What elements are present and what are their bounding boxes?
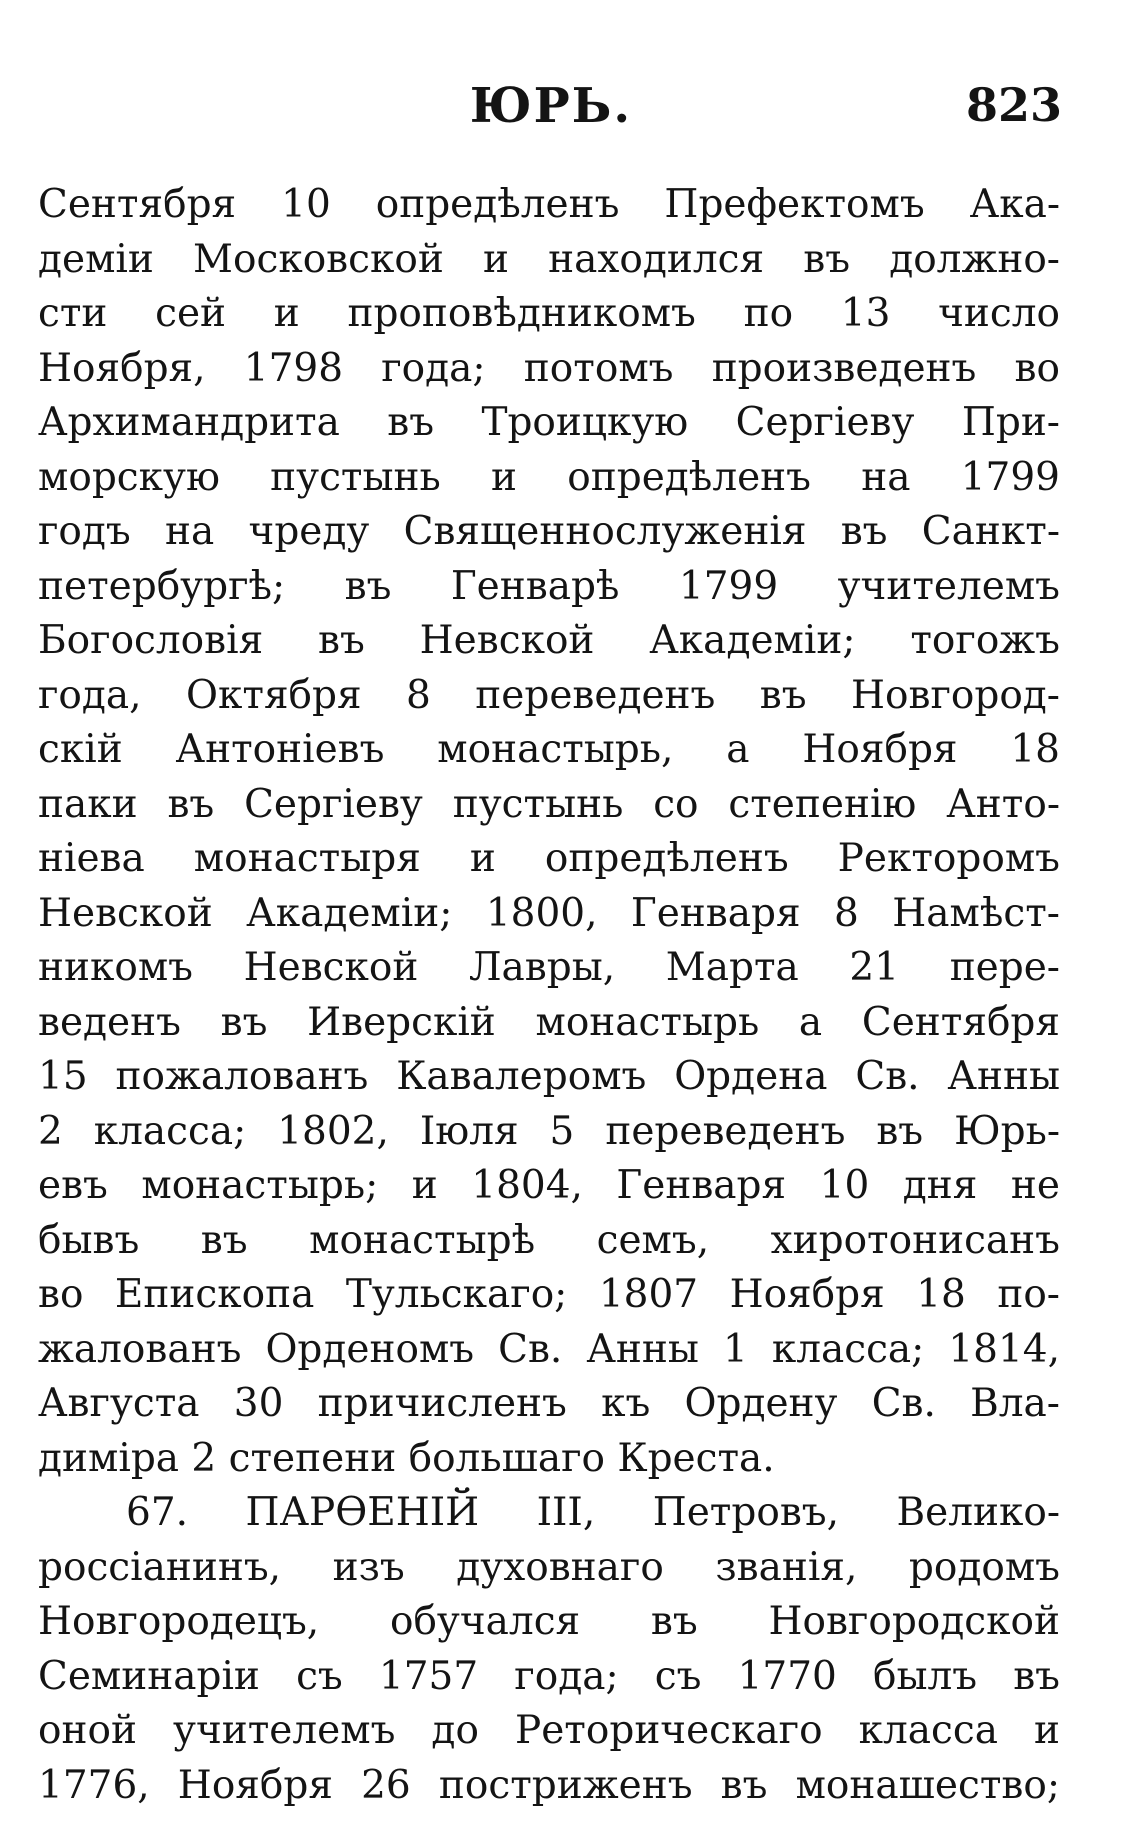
text-line: Архимандрита въ Троицкую Сергіеву При- [38, 400, 1060, 445]
text-line: ніева монастыря и опредѣленъ Ректоромъ [38, 836, 1060, 881]
text-line: Невской Академіи; 1800, Генваря 8 Намѣст- [38, 890, 1060, 936]
text-line: годъ на чреду Священнослуженія въ Санкт- [38, 509, 1060, 554]
text-line: 15 пожалованъ Кавалеромъ Ордена Св. Анны [38, 1054, 1060, 1099]
paragraph-end-line: диміра 2 степени большаго Креста. [38, 1435, 775, 1481]
text-line: Богословія въ Невской Академіи; тогожъ [38, 618, 1060, 663]
text-line: россіанинъ, изъ духовнаго званія, родомъ [38, 1544, 1060, 1590]
text-line: Семинаріи съ 1757 года; съ 1770 былъ въ [38, 1653, 1060, 1699]
text-line: Августа 30 причисленъ къ Ордену Св. Вла- [38, 1381, 1060, 1426]
body-text [38, 178, 1060, 1813]
text-line: года, Октября 8 переведенъ въ Новгород- [38, 672, 1060, 718]
text-line: жалованъ Орденомъ Св. Анны 1 класса; 1814, [38, 1326, 1060, 1372]
text-line: веденъ въ Иверскій монастырь а Сентября [38, 999, 1060, 1045]
text-line: никомъ Невской Лавры, Марта 21 пере- [38, 945, 1060, 990]
text-line: скій Антоніевъ монастырь, а Ноября 18 [38, 727, 1060, 772]
text-line: Ноября, 1798 года; потомъ произведенъ во [38, 345, 1060, 391]
text-line: бывъ въ монастырѣ семъ, хиротонисанъ [38, 1217, 1060, 1263]
text-line: морскую пустынь и опредѣленъ на 1799 [38, 454, 1060, 500]
text-line: паки въ Сергіеву пустынь со степенію Анто- [38, 781, 1060, 827]
page-number: 823 [965, 78, 1062, 132]
text-line: Новгородецъ, обучался въ Новгородской [38, 1599, 1060, 1644]
text-line: во Епископа Тульскаго; 1807 Ноября 18 по- [38, 1272, 1060, 1317]
text-line: 2 класса; 1802, Іюля 5 переведенъ въ Юрь- [38, 1108, 1060, 1154]
text-line: Сентября 10 опредѣленъ Префектомъ Ака- [38, 182, 1060, 227]
entry-heading-line: 67. ПАРѲЕНІЙ III, Петровъ, Велико- [126, 1490, 1060, 1535]
text-line: деміи Московской и находился въ должно- [38, 236, 1060, 282]
running-head: ЮРЬ. [469, 78, 633, 134]
text-line: сти сей и проповѣдникомъ по 13 число [38, 291, 1060, 336]
page-header [40, 78, 1062, 148]
text-line: евъ монастырь; и 1804, Генваря 10 дня не [38, 1163, 1060, 1208]
text-line: петербургѣ; въ Генварѣ 1799 учителемъ [38, 563, 1060, 609]
text-line: 1776, Ноября 26 постриженъ въ монашество; [38, 1762, 1060, 1808]
text-line: оной учителемъ до Реторическаго класса и [38, 1708, 1060, 1753]
